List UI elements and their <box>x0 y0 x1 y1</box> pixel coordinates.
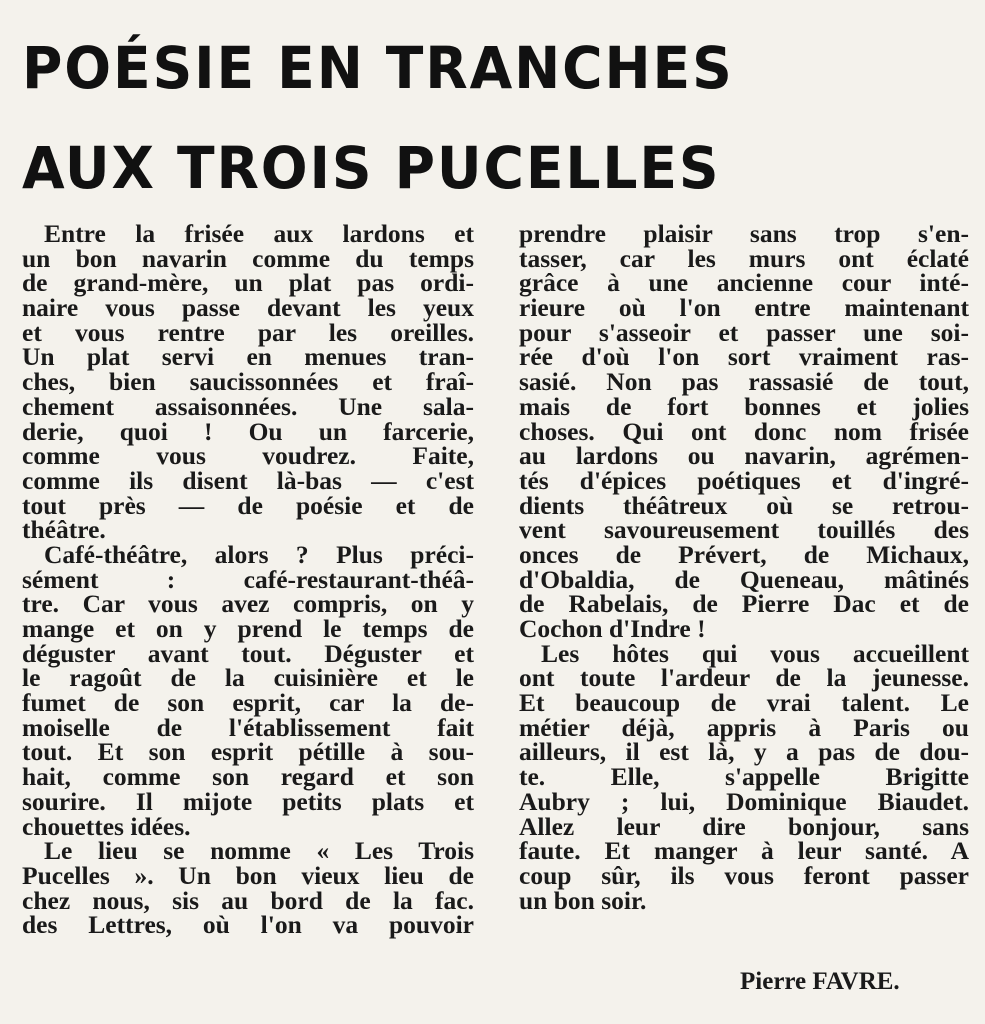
article-line: pour s'asseoir et passer une soi- <box>519 317 969 347</box>
article-line: tout. Et son esprit pétille à sou- <box>22 737 474 767</box>
article-line: des Lettres, où l'on va pouvoir <box>22 910 474 940</box>
article-line: grâce à une ancienne cour inté- <box>519 268 969 298</box>
article-line: déguster avant tout. Déguster et <box>22 638 474 668</box>
article-line: ches, bien saucissonnées et fraî- <box>22 367 474 397</box>
article-line: prendre plaisir sans trop s'en- <box>519 219 969 248</box>
article-line: Cochon d'Indre ! <box>519 614 706 643</box>
article-line: rée d'où l'on sort vraiment ras- <box>519 342 969 372</box>
article-line: tre. Car vous avez compris, on y <box>22 589 474 619</box>
headline-line-1: POÉSIE EN TRANCHES <box>22 34 734 102</box>
article-line: naire vous passe devant les yeux <box>22 293 474 323</box>
article-line: et vous rentre par les oreilles. <box>22 317 474 347</box>
article-line: mange et on y prend le temps de <box>22 614 474 643</box>
article-line: tout près — de poésie et de <box>22 490 474 520</box>
article-line: Et beaucoup de vrai talent. Le <box>519 688 969 718</box>
headline <box>22 18 742 218</box>
article-line: d'Obaldia, de Queneau, mâtinés <box>519 564 969 594</box>
article-line: coup sûr, ils vous feront passer <box>519 860 969 890</box>
article-line: Pucelles ». Un bon vieux lieu de <box>22 860 474 890</box>
article-line: Un plat servi en menues tran- <box>22 342 474 372</box>
article-line: mais de fort bonnes et jolies <box>519 391 969 421</box>
article-line: chouettes idées. <box>22 811 191 841</box>
article-line: Entre la frisée aux lardons et <box>44 219 474 248</box>
article-line: moiselle de l'établissement fait <box>22 712 474 742</box>
article-line: Le lieu se nomme « Les Trois <box>44 836 474 866</box>
article-line: sasié. Non pas rassasié de tout, <box>519 367 969 397</box>
article-line: ailleurs, il est là, y a pas de dou- <box>519 737 969 767</box>
article-line: métier déjà, appris à Paris ou <box>519 712 969 742</box>
article-line: tés d'épices poétiques et d'ingré- <box>519 465 969 495</box>
article-line: un bon navarin comme du temps <box>22 243 474 273</box>
article-line: comme ils disent là-bas — c'est <box>22 465 474 495</box>
article-line: un bon soir. <box>519 885 647 915</box>
article-line: sément : café-restaurant-théâ- <box>22 564 474 594</box>
article-line: de Rabelais, de Pierre Dac et de <box>519 589 969 619</box>
article-line: faute. Et manger à leur santé. A <box>519 836 969 866</box>
article-line: Aubry ; lui, Dominique Biaudet. <box>519 786 969 816</box>
article-line: fumet de son esprit, car la de- <box>22 688 474 718</box>
article-line: sourire. Il mijote petits plats et <box>22 786 474 816</box>
article-line: dients théâtreux où se retrou- <box>519 490 969 520</box>
article-line: Les hôtes qui vous accueillent <box>541 638 969 668</box>
article-line: ont toute l'ardeur de la jeunesse. <box>519 663 969 693</box>
article-line: vent savoureusement touillés des <box>519 515 969 545</box>
article-line: te. Elle, s'appelle Brigitte <box>519 762 969 792</box>
article-line: théâtre. <box>22 515 106 545</box>
article-line: comme vous voudrez. Faite, <box>22 441 474 471</box>
article-line: chez nous, sis au bord de la fac. <box>22 885 474 915</box>
article-line: onces de Prévert, de Michaux, <box>519 539 969 569</box>
article-line: hait, comme son regard et son <box>22 762 474 792</box>
article-line: choses. Qui ont donc nom frisée <box>519 416 969 446</box>
headline-line-2: AUX TROIS PUCELLES <box>22 134 721 202</box>
author-signature: Pierre FAVRE. <box>740 968 900 995</box>
article-line: au lardons ou navarin, agrémen- <box>519 441 969 471</box>
article-line: Allez leur dire bonjour, sans <box>519 811 969 841</box>
article-column-right <box>519 219 969 915</box>
article-line: de grand-mère, un plat pas ordi- <box>22 268 474 298</box>
article-line: tasser, car les murs ont éclaté <box>519 243 969 273</box>
article-column-left <box>22 219 474 940</box>
article-line: rieure où l'on entre maintenant <box>519 293 969 323</box>
article-line: chement assaisonnées. Une sala- <box>22 391 474 421</box>
article-line: derie, quoi ! Ou un farcerie, <box>22 416 474 446</box>
article-line: le ragoût de la cuisinière et le <box>22 663 474 693</box>
article-line: Café-théâtre, alors ? Plus préci- <box>44 539 474 569</box>
